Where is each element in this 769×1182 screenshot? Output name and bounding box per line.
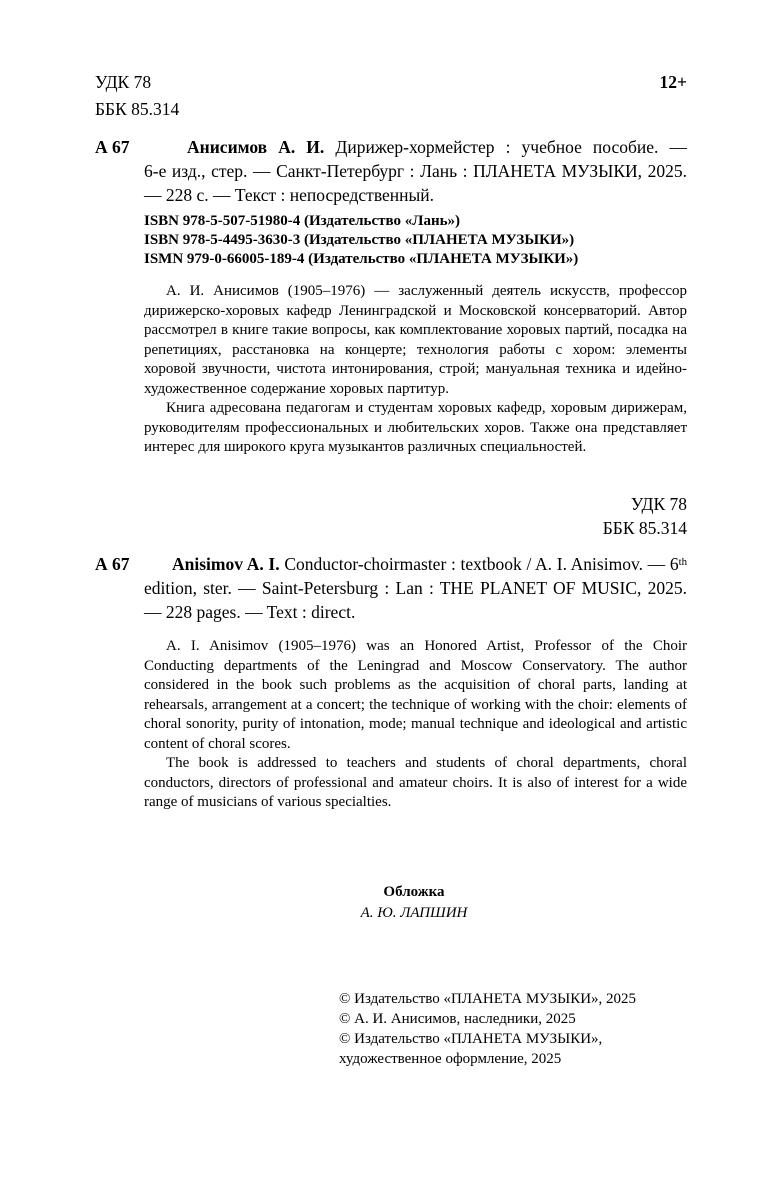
cover-credit	[300, 882, 528, 924]
isbn-planeta: ISBN 978-5-4495-3630-3 (Издательство «ПЛАНЕТА МУЗЫКИ»)	[144, 232, 575, 248]
ru-abstract	[144, 282, 687, 458]
en-record-title-part1: Conductor-choirmaster : textbook / A. I. Anisimov. — 6	[284, 554, 679, 574]
ru-record-classification	[603, 492, 687, 540]
header-udk: УДК 78	[95, 72, 152, 92]
cover-artist: А. Ю. ЛАПШИН	[360, 905, 468, 921]
en-abstract-p1: A. I. Anisimov (1905–1976) was an Honored Artist, Professor of the Choir Conducting departments of the Leningrad and Moscow Conservatory. The author considered in the book such problems as the acquisition of choral parts, landing at rehearsals, arrangement at a concert; the technique of working with the choir: elements of choral sonority, purity of intonation, mode; manual technique and ideological and artistic content of choral scores.	[144, 638, 687, 752]
en-record-index: А 67	[95, 554, 130, 574]
copyright-line: © Издательство «ПЛАНЕТА МУЗЫКИ»,	[339, 1031, 603, 1047]
copyright-line: художественное оформление, 2025	[339, 1051, 562, 1067]
copyright-line: © А. И. Анисимов, наследники, 2025	[339, 1011, 576, 1027]
ru-record-bbk: ББК 85.314	[602, 518, 687, 538]
ru-record-udk: УДК 78	[630, 494, 687, 514]
ru-record-description-line1: Дирижер-хормейстер : учебное пособие. —	[335, 137, 687, 157]
en-record-description	[144, 552, 687, 624]
en-abstract-p2: The book is addressed to teachers and students of choral departments, choral conductors, directors of professional and amateur choirs. It is also of interest for a wide range of musicians of various specialties.	[144, 755, 687, 810]
ru-record-author: Анисимов А. И.	[187, 137, 325, 157]
copyright-block	[339, 989, 636, 1069]
en-record-author: Anisimov A. I.	[172, 554, 280, 574]
ru-record-description	[144, 135, 687, 207]
age-rating: 12+	[659, 72, 687, 92]
ru-record-index: А 67	[95, 137, 130, 157]
en-record-title-part2: edition, ster. — Saint-Petersburg : Lan : THE PLANET OF MUSIC, 2025. — 228 pages. — Text : direct.	[144, 578, 687, 622]
isbn-list	[144, 212, 578, 269]
ismn-planeta: ISMN 979-0-66005-189-4 (Издательство «ПЛАНЕТА МУЗЫКИ»)	[144, 251, 579, 267]
copyright-line: © Издательство «ПЛАНЕТА МУЗЫКИ», 2025	[339, 991, 637, 1007]
edition-superscript: th	[678, 556, 688, 569]
ru-abstract-p1: А. И. Анисимов (1905–1976) — заслуженный деятель искусств, профессор дирижерско-хоровых кафедр Ленинградской и Московской консерваторий. Автор рассмотрел в книге такие вопросы, как комплектование хоровых партий, посадка на репетициях, расстановка на концерте; технология работы с хором: элементы хоровой звучности, чистота интонирования, строй; мануальная техника и идейно-художественное содержание хоровых партитур.	[144, 283, 687, 397]
cover-label: Обложка	[383, 884, 445, 900]
header-bbk: ББК 85.314	[95, 99, 180, 119]
ru-abstract-p2: Книга адресована педагогам и студентам хоровых кафедр, хоровым дирижерам, руководителям профессиональных и любительских хоров. Также она представляет интерес для широкого круга музыкантов различных специальностей.	[144, 400, 687, 455]
ru-record-description-rest: 6-е изд., стер. — Санкт-Петербург : Лань : ПЛАНЕТА МУЗЫКИ, 2025. — 228 с. — Текст : непосредственный.	[144, 161, 687, 205]
en-abstract	[144, 637, 687, 813]
isbn-lan: ISBN 978-5-507-51980-4 (Издательство «Лань»)	[144, 213, 461, 229]
